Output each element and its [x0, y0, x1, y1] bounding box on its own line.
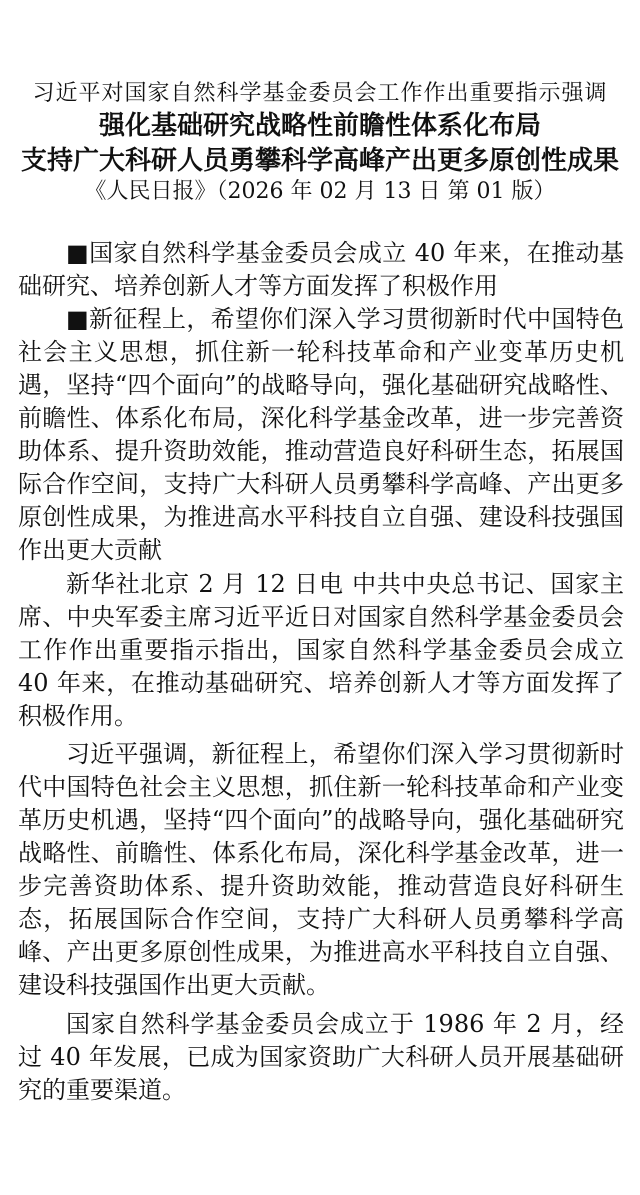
article-headline-line-2: 支持广大科研人员勇攀科学高峰产出更多原创性成果	[20, 146, 619, 176]
summary-paragraph-1: ■国家自然科学基金委员会成立 40 年来，在推动基础研究、培养创新人才等方面发挥了积极作用	[18, 239, 624, 300]
body-paragraph-3: 国家自然科学基金委员会成立于 1986 年 2 月，经过 40 年发展，已成为国家资助广大科研人员开展基础研究的重要渠道。	[18, 1010, 624, 1104]
body-paragraph-1: 新华社北京 2 月 12 日电 中共中央总书记、国家主席、中央军委主席习近平近日对国家自然科学基金委员会工作作出重要指示指出，国家自然科学基金委员会成立 40 年来，在推动基础研究、培养创新人才等方面发挥了积极作用。	[18, 570, 624, 730]
summary-paragraph-2: ■新征程上，希望你们深入学习贯彻新时代中国特色社会主义思想，抓住新一轮科技革命和产业变革历史机遇，坚持“四个面向”的战略导向，强化基础研究战略性、前瞻性、体系化布局，深化科学基金改革，进一步完善资助体系、提升资助效能，推动营造良好科研生态，拓展国际合作空间，支持广大科研人员勇攀科学高峰、产出更多原创性成果，为推进高水平科技自立自强、建设科技强国作出更大贡献	[18, 305, 624, 564]
article-kicker: 习近平对国家自然科学基金委员会工作作出重要指示强调	[32, 81, 608, 106]
article-source: 《人民日报》（2026 年 02 月 13 日 第 01 版）	[84, 179, 556, 204]
body-paragraph-2: 习近平强调，新征程上，希望你们深入学习贯彻新时代中国特色社会主义思想，抓住新一轮科技革命和产业变革历史机遇，坚持“四个面向”的战略导向，强化基础研究战略性、前瞻性、体系化布局，深化科学基金改革，进一步完善资助体系、提升资助效能，推动营造良好科研生态，拓展国际合作空间，支持广大科研人员勇攀科学高峰、产出更多原创性成果，为推进高水平科技自立自强、建设科技强国作出更大贡献。	[18, 740, 624, 999]
article-headline-line-1: 强化基础研究战略性前瞻性体系化布局	[98, 111, 541, 141]
